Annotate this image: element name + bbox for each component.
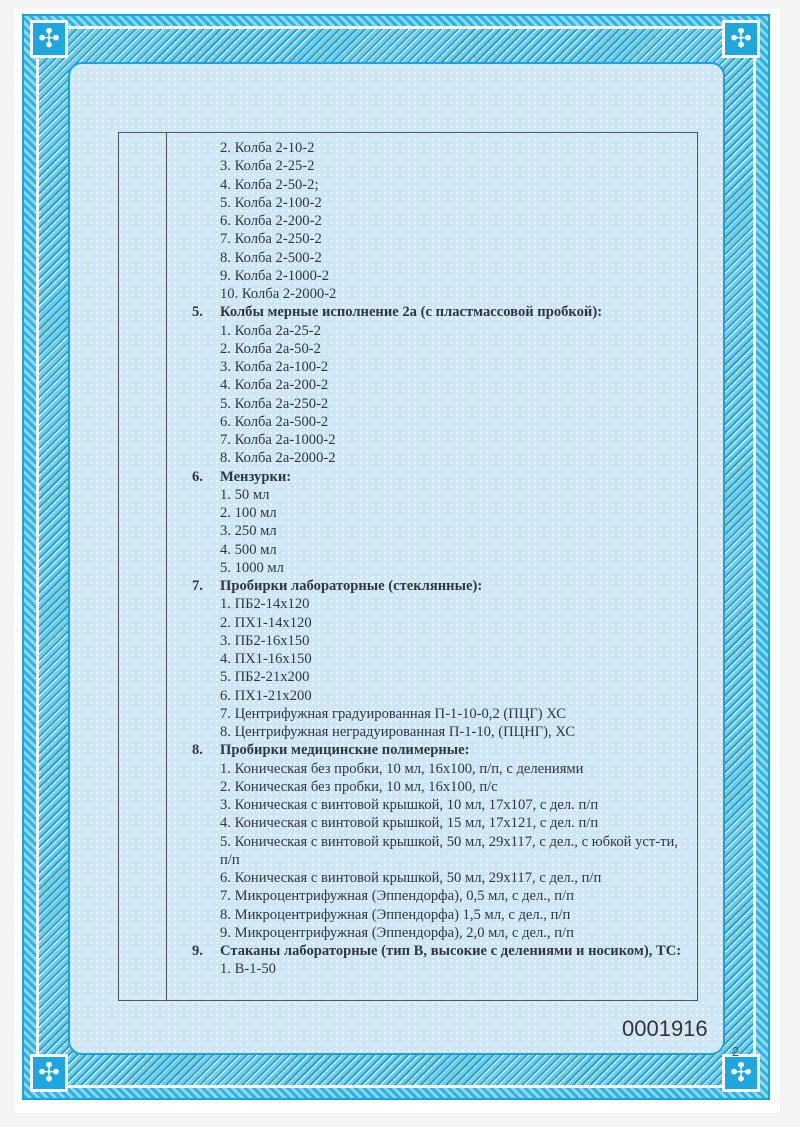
list-item: 5. Колба 2а-250-2: [220, 395, 329, 412]
list-item: 5. ПБ2-21х200: [220, 669, 310, 686]
section-title: Мензурки:: [220, 468, 292, 485]
list-item: 3. Коническая с винтовой крышкой, 10 мл, 17х107, с дел. п/п: [220, 797, 599, 813]
list-item: 7. Микроцентрифужная (Эппендорфа), 0,5 мл, с дел., п/п: [220, 888, 574, 905]
section-heading: [192, 468, 692, 486]
section-number: 5.: [192, 304, 203, 321]
list-item: 7. Колба 2а-1000-2: [220, 432, 336, 448]
section-heading: [192, 942, 692, 960]
list-item: 1. Коническая без пробки, 10 мл, 16х100, п/п, с делениями: [220, 760, 584, 777]
section-heading: [192, 741, 692, 759]
section-number: 9.: [192, 943, 203, 959]
list-item: 1. ПБ2-14х120: [220, 596, 310, 613]
list-item: 4. ПХ1-16х150: [220, 651, 312, 667]
list-item: 2. Колба 2а-50-2: [220, 340, 321, 357]
list-item: 6. Колба 2а-500-2: [220, 413, 329, 430]
list-item: 9. Микроцентрифужная (Эппендорфа), 2,0 мл, с дел., п/п: [220, 924, 574, 941]
section-title: Стаканы лабораторные (тип В, высокие с делениями и носиком), ТС:: [220, 943, 682, 959]
list-item: 1. В-1-50: [220, 961, 276, 978]
corner-ornament-icon: [30, 20, 68, 58]
list-item: 7. Центрифужная градуированная П-1-10-0,2 (ПЦГ) ХС: [220, 705, 567, 722]
section-title: Колбы мерные исполнение 2а (с пластмассовой пробкой):: [220, 304, 603, 321]
list-item: 4. 500 мл: [220, 541, 277, 558]
list-item: 8. Центрифужная неградуированная П-1-10, (ПЦНГ), ХС: [220, 724, 576, 740]
section-number: 8.: [192, 742, 203, 759]
list-item: 7. Колба 2-250-2: [220, 231, 322, 248]
list-item: 2. 100 мл: [220, 505, 277, 521]
list-item: 4. Колба 2-50-2;: [220, 176, 319, 193]
items-list: [192, 139, 692, 979]
list-item: 8. Колба 2а-2000-2: [220, 450, 336, 467]
section-heading: [192, 303, 692, 321]
list-item: 6. ПХ1-21х200: [220, 687, 312, 704]
list-item: 5. 1000 мл: [220, 559, 284, 576]
section-number: 7.: [192, 578, 203, 594]
corner-ornament-icon: [722, 20, 760, 58]
items-table: [118, 132, 698, 1001]
corner-ornament-icon: [30, 1054, 68, 1092]
list-item: 4. Колба 2а-200-2: [220, 377, 329, 394]
list-item: 5. Колба 2-100-2: [220, 194, 322, 211]
list-item: 10. Колба 2-2000-2: [220, 286, 337, 302]
section-title: Пробирки лабораторные (стеклянные):: [220, 578, 483, 594]
corner-ornament-icon: [722, 1054, 760, 1092]
list-item: 3. Колба 2-25-2: [220, 158, 315, 175]
list-item: 2. Коническая без пробки, 10 мл, 16х100, п/с: [220, 778, 498, 795]
column-divider: [166, 133, 167, 1000]
list-item: 6. Колба 2-200-2: [220, 213, 322, 229]
list-item: 6. Коническая с винтовой крышкой, 50 мл, 29х117, с дел., п/п: [220, 870, 602, 886]
list-item: 9. Колба 2-1000-2: [220, 267, 330, 284]
list-item: 5. Коническая с винтовой крышкой, 50 мл, 29х117, с дел., с юбкой уст-ти, п/п: [220, 833, 678, 868]
list-item: 2. ПХ1-14х120: [220, 614, 312, 631]
page-number: 2: [732, 1044, 740, 1059]
section-title: Пробирки медицинские полимерные:: [220, 742, 470, 759]
serial-number: 0001916: [622, 1016, 708, 1041]
list-item: 3. Колба 2а-100-2: [220, 359, 329, 375]
list-item: 2. Колба 2-10-2: [220, 140, 315, 156]
list-item: 1. Колба 2а-25-2: [220, 322, 321, 339]
list-item: 3. ПБ2-16х150: [220, 632, 310, 649]
list-item: 3. 250 мл: [220, 523, 277, 540]
list-item: 8. Колба 2-500-2: [220, 249, 322, 266]
section-heading: [192, 577, 692, 595]
list-item: 4. Коническая с винтовой крышкой, 15 мл, 17х121, с дел. п/п: [220, 815, 599, 832]
section-number: 6.: [192, 468, 203, 485]
list-item: 8. Микроцентрифужная (Эппендорфа) 1,5 мл, с дел., п/п: [220, 906, 571, 923]
list-item: 1. 50 мл: [220, 486, 270, 503]
